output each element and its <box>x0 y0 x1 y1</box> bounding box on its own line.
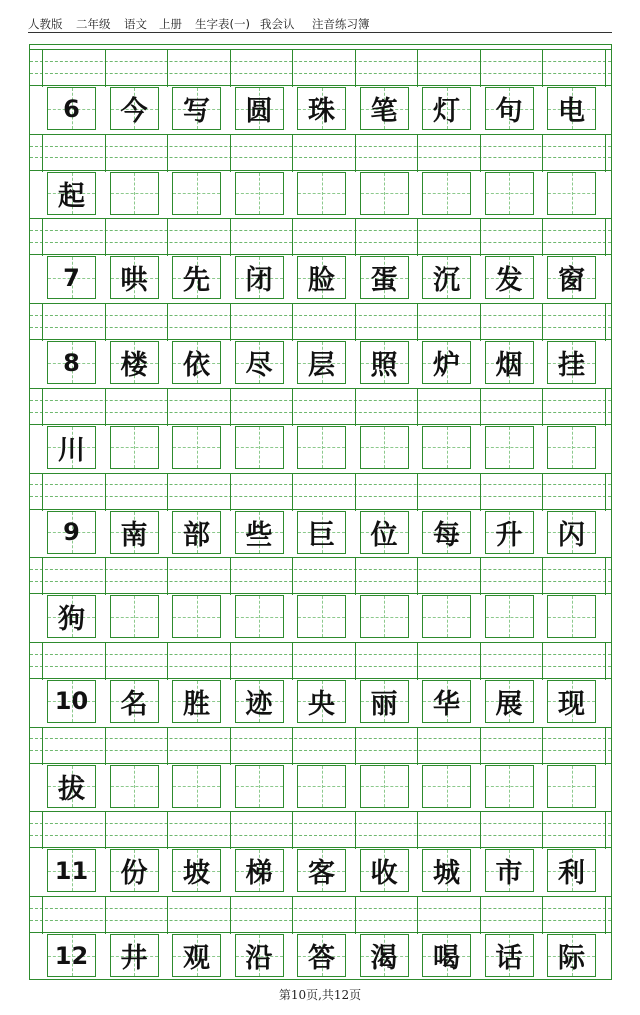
lesson-cell <box>47 341 96 384</box>
pinyin-band <box>30 642 611 680</box>
lesson-number: 10 <box>54 687 89 716</box>
character-row <box>30 511 611 554</box>
hanzi-character <box>111 427 158 468</box>
character-row <box>30 341 611 384</box>
hanzi-character: 城 <box>433 858 460 890</box>
lesson-cell <box>47 426 96 469</box>
hanzi-character <box>361 766 408 807</box>
hanzi-character: 层 <box>308 350 335 382</box>
character-cell <box>172 511 221 554</box>
hanzi-character: 观 <box>183 943 210 974</box>
character-cell <box>172 680 221 723</box>
hanzi-character: 升 <box>495 519 523 551</box>
character-cell <box>360 595 409 638</box>
header-grade: 二年级 <box>76 17 111 31</box>
header-volume: 上册 <box>159 17 182 31</box>
hanzi-character: 华 <box>433 688 460 720</box>
character-row <box>30 595 611 638</box>
character-cell <box>235 341 284 384</box>
lesson-cell <box>47 595 96 638</box>
hanzi-character <box>361 173 408 214</box>
hanzi-character: 展 <box>495 688 523 720</box>
character-cell <box>360 341 409 384</box>
character-row <box>30 426 611 469</box>
character-cell <box>360 934 409 977</box>
hanzi-character: 电 <box>558 96 585 127</box>
character-cell <box>172 341 221 384</box>
character-cell <box>547 511 596 554</box>
hanzi-character: 起 <box>58 180 85 212</box>
practice-sheet <box>29 44 612 980</box>
character-cell <box>172 934 221 977</box>
character-cell <box>360 680 409 723</box>
character-cell <box>297 680 346 723</box>
character-cell <box>485 765 534 808</box>
character-row <box>30 934 611 977</box>
hanzi-character: 南 <box>120 519 148 551</box>
lesson-number: 12 <box>54 941 89 970</box>
character-cell <box>297 341 346 384</box>
header-publisher: 人教版 <box>28 17 63 31</box>
hanzi-character <box>486 427 533 468</box>
character-row <box>30 87 611 130</box>
hanzi-character <box>423 596 470 637</box>
hanzi-character <box>361 427 408 468</box>
character-cell <box>422 849 471 892</box>
character-cell <box>485 87 534 130</box>
hanzi-character <box>423 427 470 468</box>
character-cell <box>485 172 534 215</box>
character-cell <box>547 426 596 469</box>
character-cell <box>547 256 596 299</box>
character-cell <box>235 680 284 723</box>
pinyin-band <box>30 557 611 595</box>
character-cell <box>360 256 409 299</box>
character-cell <box>235 172 284 215</box>
character-cell <box>172 765 221 808</box>
character-row <box>30 765 611 808</box>
lesson-cell <box>47 849 96 892</box>
character-row <box>30 680 611 723</box>
lesson-number: 11 <box>54 856 89 885</box>
lesson-cell <box>47 765 96 808</box>
character-cell <box>172 595 221 638</box>
character-cell <box>110 934 159 977</box>
hanzi-character <box>173 596 220 637</box>
character-cell <box>297 511 346 554</box>
character-cell <box>360 511 409 554</box>
lesson-cell <box>47 934 96 977</box>
character-cell <box>297 256 346 299</box>
character-cell <box>422 680 471 723</box>
hanzi-character: 灯 <box>433 96 460 127</box>
character-cell <box>110 765 159 808</box>
character-cell <box>297 595 346 638</box>
hanzi-character: 楼 <box>120 350 148 382</box>
character-cell <box>360 765 409 808</box>
hanzi-character: 井 <box>120 943 148 974</box>
hanzi-character: 迹 <box>245 688 273 720</box>
pinyin-band <box>30 49 611 87</box>
lesson-number: 8 <box>63 348 80 377</box>
hanzi-character: 市 <box>495 858 523 890</box>
hanzi-character: 央 <box>308 688 335 720</box>
character-cell <box>422 595 471 638</box>
character-cell <box>485 934 534 977</box>
character-cell <box>297 849 346 892</box>
hanzi-character: 胜 <box>183 688 210 720</box>
character-cell <box>547 680 596 723</box>
character-cell <box>172 849 221 892</box>
character-cell <box>235 511 284 554</box>
character-cell <box>110 595 159 638</box>
pinyin-band <box>30 473 611 511</box>
hanzi-character <box>236 596 283 637</box>
hanzi-character <box>361 596 408 637</box>
character-cell <box>172 87 221 130</box>
lesson-cell <box>47 87 96 130</box>
character-cell <box>547 765 596 808</box>
hanzi-character <box>486 766 533 807</box>
character-cell <box>110 87 159 130</box>
character-cell <box>360 849 409 892</box>
hanzi-character <box>548 173 595 214</box>
character-cell <box>297 172 346 215</box>
hanzi-character <box>548 596 595 637</box>
hanzi-character: 沉 <box>433 265 460 297</box>
character-cell <box>422 934 471 977</box>
character-cell <box>235 426 284 469</box>
character-cell <box>297 765 346 808</box>
character-cell <box>547 595 596 638</box>
hanzi-character: 客 <box>308 858 335 890</box>
hanzi-character: 照 <box>370 350 398 382</box>
lesson-cell <box>47 680 96 723</box>
hanzi-character <box>486 596 533 637</box>
hanzi-character <box>173 173 220 214</box>
character-cell <box>360 87 409 130</box>
hanzi-character: 喝 <box>433 943 460 974</box>
hanzi-character: 沿 <box>245 943 273 974</box>
character-cell <box>485 595 534 638</box>
hanzi-character: 梯 <box>245 858 273 890</box>
hanzi-character: 闪 <box>558 519 585 551</box>
character-cell <box>360 172 409 215</box>
hanzi-character <box>236 427 283 468</box>
hanzi-character: 今 <box>120 96 148 127</box>
hanzi-character: 窗 <box>558 265 585 297</box>
hanzi-character: 珠 <box>308 96 335 127</box>
hanzi-character: 先 <box>183 265 210 297</box>
character-cell <box>297 426 346 469</box>
hanzi-character: 坡 <box>183 858 210 890</box>
character-cell <box>422 87 471 130</box>
pinyin-band <box>30 727 611 765</box>
character-cell <box>547 341 596 384</box>
hanzi-character: 哄 <box>120 265 148 297</box>
hanzi-character: 渴 <box>370 943 398 974</box>
character-cell <box>235 934 284 977</box>
hanzi-character: 句 <box>495 96 523 127</box>
hanzi-character: 名 <box>120 688 148 720</box>
character-cell <box>110 511 159 554</box>
hanzi-character: 发 <box>495 265 523 297</box>
hanzi-character <box>298 596 345 637</box>
hanzi-character: 收 <box>370 858 398 890</box>
hanzi-character <box>236 173 283 214</box>
hanzi-character <box>173 427 220 468</box>
hanzi-character: 份 <box>120 858 148 890</box>
lesson-number: 9 <box>63 518 80 546</box>
pinyin-band <box>30 811 611 849</box>
lesson-number: 7 <box>63 263 80 292</box>
header-section: 我会认 <box>260 17 295 31</box>
hanzi-character: 闭 <box>245 265 273 297</box>
hanzi-character: 尽 <box>245 350 273 382</box>
lesson-cell <box>47 511 96 554</box>
header-subject: 语文 <box>124 17 147 31</box>
pinyin-band <box>30 303 611 341</box>
character-cell <box>485 256 534 299</box>
hanzi-character <box>548 427 595 468</box>
header-book: 注音练习簿 <box>312 17 370 31</box>
character-cell <box>485 511 534 554</box>
hanzi-character: 现 <box>558 688 585 720</box>
character-cell <box>485 849 534 892</box>
character-row <box>30 172 611 215</box>
character-cell <box>547 87 596 130</box>
pinyin-band <box>30 218 611 256</box>
character-cell <box>360 426 409 469</box>
hanzi-character: 写 <box>183 96 210 127</box>
hanzi-character: 位 <box>370 519 398 551</box>
hanzi-character <box>298 427 345 468</box>
character-cell <box>547 172 596 215</box>
hanzi-character <box>486 173 533 214</box>
character-cell <box>422 511 471 554</box>
character-cell <box>110 849 159 892</box>
hanzi-character <box>236 766 283 807</box>
hanzi-character: 些 <box>245 519 273 551</box>
hanzi-character <box>548 766 595 807</box>
hanzi-character: 川 <box>58 434 85 466</box>
hanzi-character <box>111 766 158 807</box>
hanzi-character: 部 <box>183 519 210 551</box>
character-cell <box>110 680 159 723</box>
hanzi-character: 答 <box>308 943 335 974</box>
hanzi-character: 蛋 <box>370 265 398 297</box>
hanzi-character: 笔 <box>370 96 398 127</box>
character-cell <box>422 172 471 215</box>
hanzi-character: 每 <box>433 519 460 551</box>
hanzi-character <box>423 766 470 807</box>
character-cell <box>172 172 221 215</box>
lesson-number: 6 <box>63 94 80 123</box>
character-cell <box>547 934 596 977</box>
character-row <box>30 256 611 299</box>
character-cell <box>110 172 159 215</box>
page-number: 第10页,共12页 <box>278 988 362 1002</box>
hanzi-character: 炉 <box>433 350 460 382</box>
character-cell <box>235 256 284 299</box>
character-cell <box>235 87 284 130</box>
hanzi-character: 圆 <box>245 96 273 127</box>
character-cell <box>422 765 471 808</box>
character-cell <box>547 849 596 892</box>
pinyin-band <box>30 388 611 426</box>
page-header <box>28 13 612 33</box>
character-cell <box>297 934 346 977</box>
hanzi-character: 话 <box>495 943 523 974</box>
character-cell <box>172 426 221 469</box>
character-cell <box>235 849 284 892</box>
character-cell <box>110 256 159 299</box>
character-cell <box>297 87 346 130</box>
lesson-cell <box>47 256 96 299</box>
hanzi-character: 利 <box>558 858 585 890</box>
hanzi-character <box>423 173 470 214</box>
hanzi-character: 际 <box>558 943 585 974</box>
hanzi-character <box>298 173 345 214</box>
character-cell <box>485 426 534 469</box>
header-table: 生字表(一) <box>195 17 250 31</box>
character-cell <box>235 765 284 808</box>
character-cell <box>110 426 159 469</box>
character-cell <box>485 680 534 723</box>
character-cell <box>172 256 221 299</box>
hanzi-character: 丽 <box>370 688 398 720</box>
pinyin-band <box>30 134 611 172</box>
character-cell <box>422 426 471 469</box>
hanzi-character <box>111 596 158 637</box>
hanzi-character <box>111 173 158 214</box>
character-cell <box>485 341 534 384</box>
hanzi-character: 挂 <box>558 350 585 382</box>
hanzi-character: 烟 <box>495 350 523 382</box>
lesson-cell <box>47 172 96 215</box>
hanzi-character: 巨 <box>308 519 335 551</box>
character-row <box>30 849 611 892</box>
pinyin-band <box>30 896 611 934</box>
hanzi-character <box>298 766 345 807</box>
character-cell <box>422 341 471 384</box>
character-cell <box>110 341 159 384</box>
hanzi-character: 拔 <box>58 773 85 805</box>
hanzi-character: 依 <box>183 350 210 382</box>
hanzi-character: 狗 <box>58 604 85 636</box>
hanzi-character: 脸 <box>308 265 335 297</box>
hanzi-character <box>173 766 220 807</box>
character-cell <box>235 595 284 638</box>
character-cell <box>422 256 471 299</box>
